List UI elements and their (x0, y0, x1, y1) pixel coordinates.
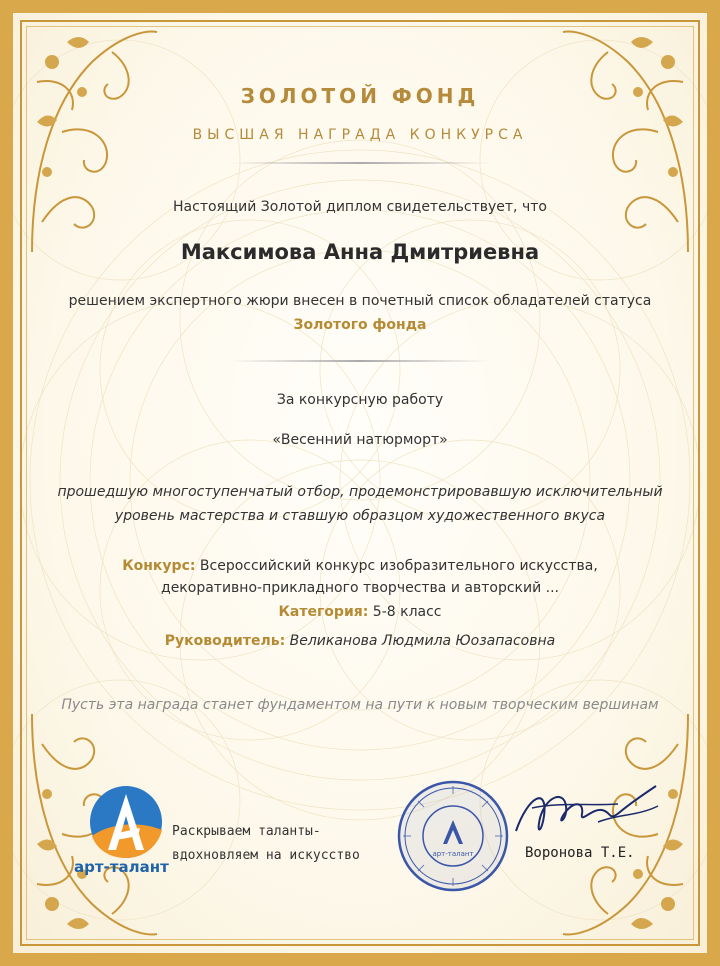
leader-label: Руководитель: (164, 633, 286, 649)
stamp-seal-icon (393, 776, 513, 896)
slogan-line-2: вдохновляем на искусство (172, 848, 360, 863)
signer-name: Воронова Т.Е. (525, 845, 635, 861)
seal-text: арт-талант (432, 850, 474, 858)
description-line-1: прошедшую многоступенчатый отбор, продемонстрировавшую исключительный (57, 484, 663, 500)
description (0, 480, 720, 528)
status-text: Золотого фонда (293, 317, 427, 333)
motto-text: Пусть эта награда станет фундаментом на пути к новым творческим вершинам (61, 697, 659, 713)
logo-text: арт-талант (74, 858, 169, 876)
recipient-name: Максимова Анна Дмитриевна (180, 240, 540, 264)
divider-middle (230, 360, 490, 362)
work-title: «Весенний натюрморт» (272, 432, 448, 448)
category-value: 5-8 класс (372, 604, 442, 620)
signature-icon (508, 776, 668, 846)
category-info (0, 604, 720, 620)
work-label: За конкурсную работу (276, 392, 444, 408)
decision-text: решением экспертного жюри внесен в почетный список обладателей статуса (68, 293, 652, 309)
diploma-title: ЗОЛОТОЙ ФОНД (240, 84, 480, 108)
divider-top (230, 162, 490, 164)
contest-value-line-2: декоративно-прикладного творчества и авторский ... (161, 580, 559, 596)
slogan-line-1: Раскрываем таланты- (172, 824, 321, 839)
contest-info (0, 555, 720, 599)
diploma-subtitle: ВЫСШАЯ НАГРАДА КОНКУРСА (192, 127, 528, 143)
category-label: Категория: (278, 604, 369, 620)
contest-label: Конкурс: (122, 558, 196, 574)
contest-value-line-1: Всероссийский конкурс изобразительного искусства, (199, 558, 598, 574)
leader-value: Великанова Людмила Юозапасовна (289, 633, 556, 649)
leader-info (0, 633, 720, 649)
description-line-2: уровень мастерства и ставшую образцом художественного вкуса (114, 508, 606, 524)
intro-text: Настоящий Золотой диплом свидетельствует, что (173, 199, 547, 215)
slogan (172, 820, 360, 868)
